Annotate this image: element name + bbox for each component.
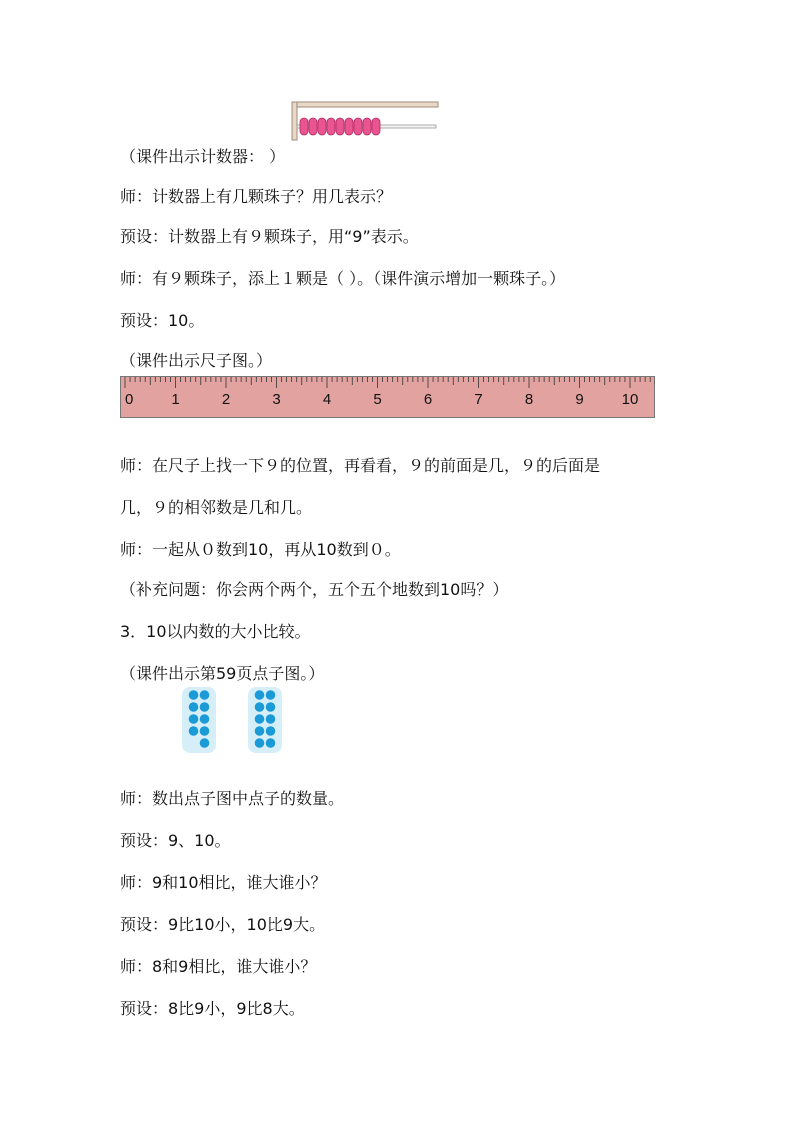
text-line-8: 几，９的相邻数是几和几。 bbox=[120, 498, 313, 517]
ruler-label: 6 bbox=[423, 391, 433, 408]
text-line-14: 预设：9、10。 bbox=[120, 831, 231, 850]
dot bbox=[266, 714, 276, 724]
text-line-1: （课件出示计数器： ） bbox=[120, 147, 286, 166]
dot bbox=[189, 726, 199, 736]
text-line-6: （课件出示尺子图。） bbox=[120, 351, 273, 370]
ruler-label: 3 bbox=[272, 391, 281, 408]
text-line-13: 师：数出点子图中点子的数量。 bbox=[120, 789, 345, 808]
dot bbox=[255, 702, 265, 712]
dot bbox=[200, 714, 210, 724]
abacus-bead bbox=[309, 118, 317, 135]
dot bbox=[266, 702, 276, 712]
text-line-2: 师：计数器上有几颗珠子？用几表示？ bbox=[120, 187, 393, 206]
text-line-12: （课件出示第59页点子图。） bbox=[120, 664, 325, 683]
text-line-16: 预设：9比10小，10比9大。 bbox=[120, 915, 326, 934]
abacus-bead bbox=[336, 118, 344, 135]
ruler-label: 1 bbox=[171, 391, 180, 408]
ruler-label: 7 bbox=[474, 391, 483, 408]
dot bbox=[189, 690, 199, 700]
text-line-11: 3．10以内数的大小比较。 bbox=[120, 622, 311, 641]
text-line-10: （补充问题：你会两个两个，五个五个地数到10吗？） bbox=[120, 580, 509, 599]
text-line-18: 预设：8比9小，9比8大。 bbox=[120, 999, 305, 1018]
abacus-bead bbox=[327, 118, 335, 135]
ruler-label: 8 bbox=[524, 391, 534, 408]
text-line-4: 师：有９颗珠子，添上１颗是（ ）。（课件演示增加一颗珠子。） bbox=[120, 269, 566, 288]
abacus-bead bbox=[354, 118, 362, 135]
abacus-bead bbox=[318, 118, 326, 135]
text-line-5: 预设：10。 bbox=[120, 311, 205, 330]
abacus-bead bbox=[372, 118, 380, 135]
abacus-bead bbox=[300, 118, 308, 135]
ruler-label: 0 bbox=[125, 391, 134, 408]
dot bbox=[255, 738, 265, 748]
dot bbox=[200, 738, 210, 748]
ruler-label: 5 bbox=[373, 391, 382, 408]
dot bbox=[200, 726, 210, 736]
dot bbox=[189, 714, 199, 724]
ruler-figure bbox=[120, 376, 655, 418]
abacus-bead bbox=[345, 118, 353, 135]
ruler-label: 10 bbox=[621, 391, 639, 408]
text-line-3: 预设：计数器上有９颗珠子，用“9”表示。 bbox=[120, 227, 419, 246]
dot bbox=[266, 690, 276, 700]
ruler-label: 9 bbox=[575, 391, 584, 408]
abacus-bead bbox=[363, 118, 371, 135]
text-line-9: 师：一起从０数到10，再从10数到０。 bbox=[120, 540, 401, 559]
dot bbox=[266, 726, 276, 736]
dot bbox=[200, 702, 210, 712]
dot bbox=[255, 726, 265, 736]
dot bbox=[255, 714, 265, 724]
dot-figure bbox=[180, 685, 290, 755]
dot bbox=[189, 702, 199, 712]
text-line-15: 师：9和10相比，谁大谁小？ bbox=[120, 873, 327, 892]
ruler-label: 2 bbox=[221, 391, 231, 408]
abacus-figure bbox=[290, 100, 440, 142]
dot bbox=[255, 690, 265, 700]
dot bbox=[266, 738, 276, 748]
text-line-17: 师：8和9相比，谁大谁小？ bbox=[120, 957, 317, 976]
text-line-7: 师：在尺子上找一下９的位置，再看看，９的前面是几，９的后面是 bbox=[120, 456, 601, 475]
ruler-label: 4 bbox=[322, 391, 332, 408]
dot bbox=[200, 690, 210, 700]
